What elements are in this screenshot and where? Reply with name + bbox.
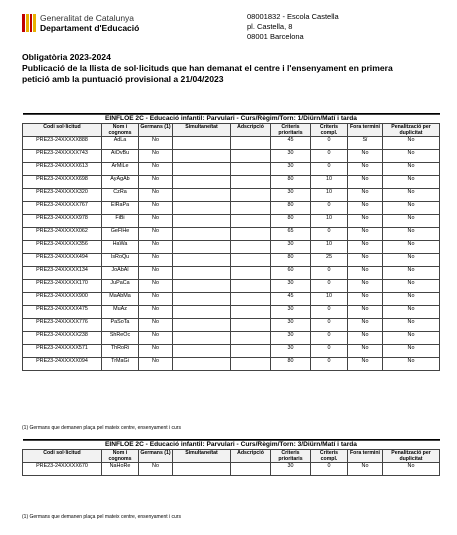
column-header: Fora termini — [348, 124, 383, 137]
table-cell: 30 — [271, 150, 311, 163]
table-cell: No — [139, 228, 173, 241]
title-line: petició amb la puntuació provisional a 21/04/2023 — [22, 74, 224, 84]
table-cell: No — [383, 306, 440, 319]
table-cell: AiOvBu — [102, 150, 139, 163]
table-cell: 10 — [311, 189, 348, 202]
table-cell: PaSoTa — [102, 319, 139, 332]
table-cell: PRE23-24XXXXX475 — [23, 306, 102, 319]
org-line-2: Departament d'Educació — [40, 23, 140, 33]
table-cell: 0 — [311, 137, 348, 150]
table-cell: No — [139, 189, 173, 202]
table-row — [23, 228, 440, 241]
table-cell: No — [383, 137, 440, 150]
table-cell: 80 — [271, 215, 311, 228]
table-cell: No — [348, 163, 383, 176]
table-cell — [173, 332, 231, 345]
table-cell: 0 — [311, 150, 348, 163]
table-cell: No — [383, 332, 440, 345]
column-header: Simultaneïtat — [173, 450, 231, 463]
table-row — [23, 176, 440, 189]
table-cell: MuAz — [102, 306, 139, 319]
table-cell: 0 — [311, 163, 348, 176]
table-cell: No — [139, 163, 173, 176]
footnote: (1) Germans que demanen plaça pel mateix centre, ensenyament i curs — [22, 425, 181, 431]
school-line: 08001 Barcelona — [247, 32, 304, 41]
table-cell: No — [383, 280, 440, 293]
table-cell: Sí — [348, 137, 383, 150]
table-cell: No — [383, 254, 440, 267]
table-cell: No — [139, 150, 173, 163]
table-cell: 0 — [311, 463, 348, 476]
table-cell: 0 — [311, 228, 348, 241]
section-title-row — [23, 115, 440, 124]
column-header: Criteris compl. — [311, 450, 348, 463]
table-cell: No — [348, 254, 383, 267]
table-cell: HaWa — [102, 241, 139, 254]
table-cell — [231, 150, 271, 163]
table-cell: No — [139, 241, 173, 254]
table-cell: No — [348, 358, 383, 371]
table-cell: No — [348, 150, 383, 163]
section-title-row — [23, 441, 440, 450]
table-cell — [173, 345, 231, 358]
section-title: EINFLOE 2C - Educació infantil: Parvulari - Curs/Règim/Torn: 3/Diürn/Matí i tarda — [23, 441, 440, 450]
column-header: Fora termini — [348, 450, 383, 463]
table-cell: 10 — [311, 241, 348, 254]
table-cell: No — [383, 202, 440, 215]
table-cell: No — [139, 358, 173, 371]
table-cell — [231, 319, 271, 332]
table-cell — [231, 267, 271, 280]
column-header: Simultaneïtat — [173, 124, 231, 137]
table-cell: 10 — [311, 176, 348, 189]
table-cell: No — [383, 267, 440, 280]
table-cell: 0 — [311, 267, 348, 280]
table-cell: No — [383, 189, 440, 202]
table-cell: No — [139, 332, 173, 345]
table-cell: PRE23-24XXXXX670 — [23, 463, 102, 476]
table-cell: 30 — [271, 306, 311, 319]
table-cell: No — [348, 202, 383, 215]
table-cell — [231, 254, 271, 267]
table-row — [23, 215, 440, 228]
column-header: Codi sol·licitud — [23, 124, 102, 137]
table-cell: No — [139, 280, 173, 293]
table-cell: PRE23-24XXXXX613 — [23, 163, 102, 176]
table-cell: No — [348, 280, 383, 293]
table-cell — [231, 293, 271, 306]
table-cell: No — [139, 202, 173, 215]
org-line-1: Generalitat de Catalunya — [40, 13, 135, 23]
table-cell: PRE23-24XXXXX494 — [23, 254, 102, 267]
table-cell: TrMaGi — [102, 358, 139, 371]
table-cell: No — [383, 319, 440, 332]
table-cell: No — [348, 228, 383, 241]
table-cell: No — [348, 463, 383, 476]
table-cell: No — [139, 254, 173, 267]
table-cell: 30 — [271, 332, 311, 345]
column-header: Penalització per duplicitat — [383, 124, 440, 137]
table-cell: No — [383, 293, 440, 306]
org-name — [40, 13, 139, 33]
table-cell: 45 — [271, 137, 311, 150]
table-cell: No — [348, 267, 383, 280]
column-header: Germans (1) — [139, 450, 173, 463]
table-cell — [231, 280, 271, 293]
table-cell — [173, 358, 231, 371]
column-header: Adscripció — [231, 124, 271, 137]
footnote: (1) Germans que demanen plaça pel mateix centre, ensenyament i curs — [22, 514, 181, 520]
title-line: Publicació de la llista de sol·licituds que han demanat el centre i l'ensenyament en primera — [22, 63, 393, 73]
table-cell: 10 — [311, 215, 348, 228]
generalitat-logo-icon — [22, 14, 36, 32]
table-cell: 25 — [311, 254, 348, 267]
table-row — [23, 241, 440, 254]
table-cell: NaHoRe — [102, 463, 139, 476]
column-header: Nom i cognoms — [102, 124, 139, 137]
table-cell: No — [139, 463, 173, 476]
table-cell: MaAbMa — [102, 293, 139, 306]
applications-table — [22, 439, 440, 476]
table-cell: 0 — [311, 280, 348, 293]
table-cell — [231, 176, 271, 189]
table-cell: No — [348, 293, 383, 306]
table-cell — [231, 345, 271, 358]
table-cell: No — [383, 241, 440, 254]
table-cell — [173, 150, 231, 163]
table-cell: 80 — [271, 254, 311, 267]
table-cell: No — [139, 137, 173, 150]
column-header: Nom i cognoms — [102, 450, 139, 463]
table-cell: AyAgAb — [102, 176, 139, 189]
table-cell — [231, 189, 271, 202]
table-cell — [173, 267, 231, 280]
table-cell: 0 — [311, 202, 348, 215]
table-cell — [231, 306, 271, 319]
table-cell: No — [348, 189, 383, 202]
table-cell: JoAbAl — [102, 267, 139, 280]
table-cell: PRE23-24XXXXX743 — [23, 150, 102, 163]
school-address — [247, 12, 339, 42]
table-cell — [231, 332, 271, 345]
table-cell: PRE23-24XXXXX094 — [23, 358, 102, 371]
column-header-row — [23, 450, 440, 463]
table-cell: No — [348, 345, 383, 358]
table-cell: 0 — [311, 306, 348, 319]
table-cell: No — [383, 215, 440, 228]
table-cell: No — [383, 358, 440, 371]
table-cell: No — [383, 150, 440, 163]
applications-table — [22, 113, 440, 371]
column-header: Penalització per duplicitat — [383, 450, 440, 463]
table-cell: PRE23-24XXXXX320 — [23, 189, 102, 202]
table-row — [23, 280, 440, 293]
table-cell: PRE23-24XXXXX776 — [23, 319, 102, 332]
column-header: Criteris prioritaris — [271, 450, 311, 463]
table-cell: No — [383, 176, 440, 189]
table-cell: 30 — [271, 345, 311, 358]
table-cell — [173, 228, 231, 241]
table-cell: PRE23-24XXXXX900 — [23, 293, 102, 306]
table-cell: No — [139, 306, 173, 319]
column-header: Criteris prioritaris — [271, 124, 311, 137]
table-row — [23, 150, 440, 163]
table-cell: ElRaPa — [102, 202, 139, 215]
table-cell: ThRoRi — [102, 345, 139, 358]
table-cell: No — [139, 267, 173, 280]
table-cell: GeFlHe — [102, 228, 139, 241]
table-cell: 65 — [271, 228, 311, 241]
table-cell — [173, 215, 231, 228]
table-cell — [173, 137, 231, 150]
table-row — [23, 163, 440, 176]
column-header: Germans (1) — [139, 124, 173, 137]
table-cell: 30 — [271, 463, 311, 476]
table-cell: PRE23-24XXXXX767 — [23, 202, 102, 215]
table-cell — [173, 463, 231, 476]
table-cell: No — [348, 319, 383, 332]
table-row — [23, 202, 440, 215]
table-cell: PRE23-24XXXXX888 — [23, 137, 102, 150]
table-cell — [173, 293, 231, 306]
table-row — [23, 137, 440, 150]
table-cell: PRE23-24XXXXX571 — [23, 345, 102, 358]
table-cell: JuPaCa — [102, 280, 139, 293]
table-cell: No — [383, 345, 440, 358]
table-cell: 0 — [311, 345, 348, 358]
table-row — [23, 345, 440, 358]
column-header: Codi sol·licitud — [23, 450, 102, 463]
table-cell — [231, 463, 271, 476]
table-cell — [231, 228, 271, 241]
table-cell: No — [139, 319, 173, 332]
table-row — [23, 463, 440, 476]
table-cell: No — [348, 332, 383, 345]
table-cell — [173, 163, 231, 176]
table-cell — [173, 306, 231, 319]
table-cell: 30 — [271, 189, 311, 202]
table-cell: 80 — [271, 358, 311, 371]
table-cell: 10 — [311, 293, 348, 306]
table-cell — [231, 358, 271, 371]
table-cell: 80 — [271, 176, 311, 189]
table-cell: 30 — [271, 241, 311, 254]
table-cell: No — [348, 306, 383, 319]
table-row — [23, 254, 440, 267]
table-cell: PRE23-24XXXXX698 — [23, 176, 102, 189]
table-cell: No — [139, 293, 173, 306]
school-line: 08001832 - Escola Castella — [247, 12, 339, 21]
table-cell — [173, 202, 231, 215]
document-title — [22, 52, 442, 85]
table-cell: AdLa — [102, 137, 139, 150]
table-cell: ArMiLe — [102, 163, 139, 176]
table-cell: 0 — [311, 319, 348, 332]
table-row — [23, 358, 440, 371]
table-cell: 0 — [311, 332, 348, 345]
table-row — [23, 319, 440, 332]
table-cell — [173, 241, 231, 254]
table-cell: No — [383, 163, 440, 176]
table-cell: IsRoQu — [102, 254, 139, 267]
table-cell — [173, 254, 231, 267]
table-cell — [173, 319, 231, 332]
table-cell: PRE23-24XXXXX062 — [23, 228, 102, 241]
table-cell: No — [139, 176, 173, 189]
table-cell: 30 — [271, 319, 311, 332]
table-cell: 30 — [271, 163, 311, 176]
table-cell: PRE23-24XXXXX356 — [23, 241, 102, 254]
table-cell: No — [348, 215, 383, 228]
table-cell: ShReOc — [102, 332, 139, 345]
table-cell: 80 — [271, 202, 311, 215]
table-cell: No — [139, 345, 173, 358]
table-row — [23, 306, 440, 319]
table-cell: 45 — [271, 293, 311, 306]
table-cell: FiBi — [102, 215, 139, 228]
table-cell: CzRa — [102, 189, 139, 202]
table-cell: No — [348, 241, 383, 254]
table-cell — [231, 215, 271, 228]
table-cell: 0 — [311, 358, 348, 371]
table-cell — [173, 280, 231, 293]
column-header: Criteris compl. — [311, 124, 348, 137]
table-cell: No — [139, 215, 173, 228]
table-row — [23, 267, 440, 280]
table-cell: No — [348, 176, 383, 189]
table-cell: No — [383, 228, 440, 241]
table-row — [23, 293, 440, 306]
table-cell — [173, 176, 231, 189]
title-line: Obligatòria 2023-2024 — [22, 52, 111, 62]
table-cell: PRE23-24XXXXX134 — [23, 267, 102, 280]
table-cell: PRE23-24XXXXX238 — [23, 332, 102, 345]
table-cell — [231, 163, 271, 176]
table-cell — [231, 241, 271, 254]
column-header: Adscripció — [231, 450, 271, 463]
table-cell — [231, 202, 271, 215]
school-line: pl. Castella, 8 — [247, 22, 293, 31]
column-header-row — [23, 124, 440, 137]
table-cell: PRE23-24XXXXX170 — [23, 280, 102, 293]
section-title: EINFLOE 2C - Educació infantil: Parvulari - Curs/Règim/Torn: 1/Diürn/Matí i tarda — [23, 115, 440, 124]
table-cell: PRE23-24XXXXX978 — [23, 215, 102, 228]
table-cell: 30 — [271, 280, 311, 293]
table-cell — [231, 137, 271, 150]
table-cell: 60 — [271, 267, 311, 280]
table-row — [23, 332, 440, 345]
table-row — [23, 189, 440, 202]
table-cell: No — [383, 463, 440, 476]
table-cell — [173, 189, 231, 202]
